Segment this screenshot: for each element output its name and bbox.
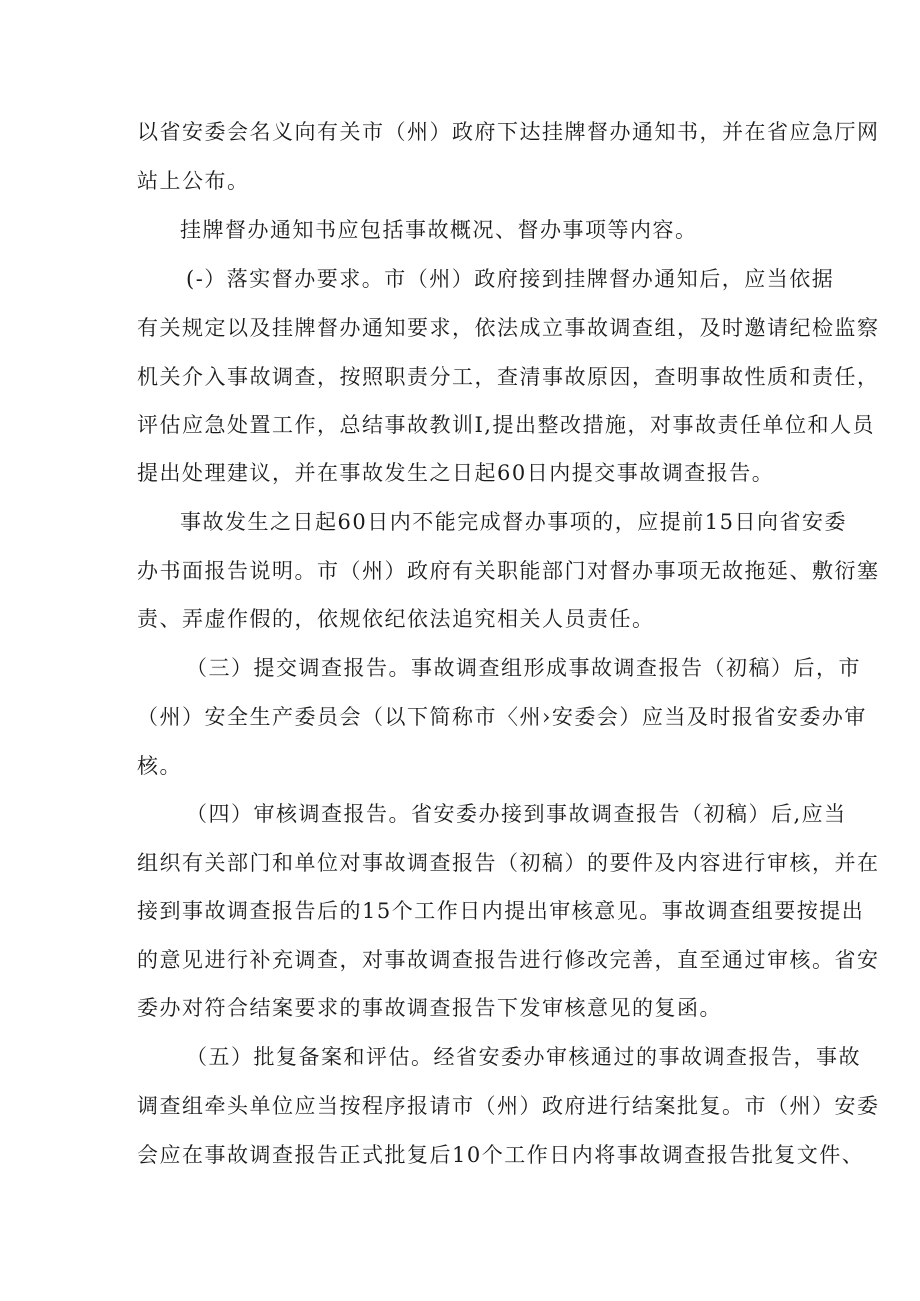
text-line: 委办对符合结案要求的事故调查报告下发审核意见的复函。 [137, 996, 722, 1020]
text-line: 会应在事故调查报告正式批复后10个工作日内将事故调查报告批复文件、 [137, 1143, 865, 1167]
text-line: 核。 [137, 754, 182, 778]
text-line: 挂牌督办通知书应包括事故概况、督办事项等内容。 [180, 218, 698, 242]
text-line: （州）安全生产委员会（以下简称市〈州›安委会）应当及时报省安委办审 [137, 705, 867, 729]
text-line: 站上公布。 [137, 169, 250, 193]
text-line: 办书面报告说明。市（州）政府有关职能部门对督办事项无故拖延、敷衍塞 [137, 559, 880, 583]
text-line: 评估应急处置工作，总结事故教训I,提出整改措施，对事故责任单位和人员 [137, 413, 875, 437]
text-line: 责、弄虚作假的，依规依纪依法追究相关人员责任。 [137, 607, 655, 631]
text-line: （三）提交调查报告。事故调查组形成事故调查报告（初稿）后，市 [186, 656, 861, 680]
text-line: 的意见进行补充调查，对事故调查报告进行修改完善，直至通过审核。省安 [137, 948, 880, 972]
text-line: （四）审核调查报告。省安委办接到事故调查报告（初稿）后,应当 [186, 802, 847, 826]
text-line: 接到事故调查报告后的15个工作日内提出审核意见。事故调查组要按提出 [137, 899, 865, 923]
text-line: 以省安委会名义向有关市（州）政府下达挂牌督办通知书，并在省应急厅网 [137, 120, 880, 144]
text-line: （五）批复备案和评估。经省安委办审核通过的事故调查报告，事故 [186, 1045, 861, 1069]
text-line: 事故发生之日起60日内不能完成督办事项的，应提前15日向省安委 [180, 510, 847, 534]
text-line: 调查组牵头单位应当按程序报请市（州）政府进行结案批复。市（州）安委 [137, 1094, 880, 1118]
text-line: 机关介入事故调查，按照职责分工，查清事故原因，查明事故性质和责任， [137, 365, 880, 389]
text-line: 组织有关部门和单位对事故调查报告（初稿）的要件及内容进行审核，并在 [137, 851, 880, 875]
text-line: 提出处理建议，并在事故发生之日起60日内提交事故调查报告。 [137, 461, 775, 485]
text-line: (-）落实督办要求。市（州）政府接到挂牌督办通知后，应当依据 [186, 267, 835, 291]
text-line: 有关规定以及挂牌督办通知要求，依法成立事故调查组，及时邀请纪检监察 [137, 316, 880, 340]
